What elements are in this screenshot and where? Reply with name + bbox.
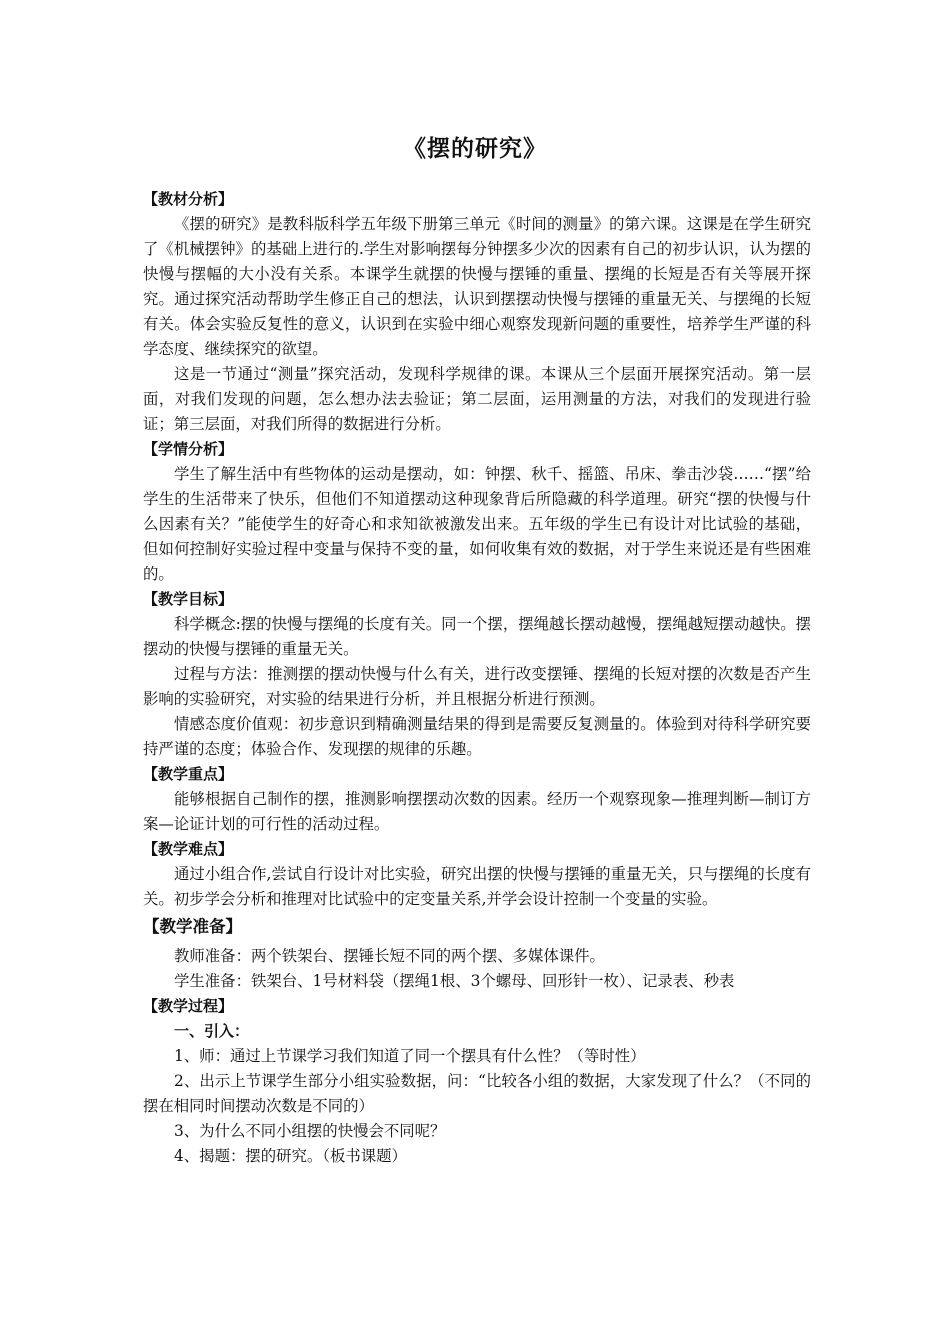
key-points-paragraph: 能够根据自己制作的摆，推测影响摆摆动次数的因素。经历一个观察现象—推理判断—制订方案—论证计划的可行性的活动过程。 (143, 790, 811, 833)
material-analysis-paragraph-2: 这是一节通过“测量”探究活动，发现科学规律的课。本课从三个层面开展探究活动。第一层面，对我们发现的问题，怎么想办法去验证；第二层面，运用测量的方法，对我们的发现进行验证；第三层面，对我们所得的数据进行分析。 (143, 365, 811, 433)
preparation-student: 学生准备：铁架台、1号材料袋（摆绳1根、3个螺母、回形针一枚）、记录表、秒表 (174, 972, 735, 990)
heading-teaching-goals: 【教学目标】 (143, 590, 234, 608)
goal-science-concept: 科学概念:摆的快慢与摆绳的长度有关。同一个摆，摆绳越长摆动越慢，摆绳越短摆动越快。摆摆动的快慢与摆锤的重量无关。 (143, 615, 811, 658)
heading-material-analysis: 【教材分析】 (143, 190, 234, 208)
process-step-4: 4、揭题：摆的研究。（板书课题） (174, 1147, 407, 1165)
process-step-1: 1、师：通过上节课学习我们知道了同一个摆具有什么性？（等时性） (174, 1047, 646, 1065)
goal-process-method: 过程与方法：推测摆的摆动快慢与什么有关，进行改变摆锤、摆绳的长短对摆的次数是否产生影响的实验研究，对实验的结果进行分析，并且根据分析进行预测。 (143, 665, 811, 708)
material-analysis-paragraph-1: 《摆的研究》是教科版科学五年级下册第三单元《时间的测量》的第六课。这课是在学生研究了《机械摆钟》的基础上进行的.学生对影响摆每分钟摆多少次的因素有自己的初步认识，认为摆的快慢与摆幅的大小没有关系。本课学生就摆的快慢与摆锤的重量、摆绳的长短是否有关等展开探究。通过探究活动帮助学生修正自己的想法，认识到摆摆动快慢与摆锤的重量无关、与摆绳的长短有关。体会实验反复性的意义，认识到在实验中细心观察发现新问题的重要性，培养学生严谨的科学态度、继续探究的欲望。 (143, 215, 811, 358)
document-title: 《摆的研究》 (403, 136, 547, 162)
heading-process: 【教学过程】 (143, 997, 234, 1015)
heading-student-analysis: 【学情分析】 (143, 440, 234, 458)
process-step-2: 2、出示上节课学生部分小组实验数据，问：“比较各小组的数据，大家发现了什么？（不同的摆在相同时间摆动次数是不同的） (143, 1072, 811, 1115)
heading-preparation: 【教学准备】 (143, 917, 242, 936)
goal-attitude-values: 情感态度价值观：初步意识到精确测量结果的得到是需要反复测量的。体验到对待科学研究要持严谨的态度；体验合作、发现摆的规律的乐趣。 (143, 715, 811, 758)
process-step-3: 3、为什么不同小组摆的快慢会不同呢？ (174, 1122, 446, 1140)
difficulties-paragraph: 通过小组合作,尝试自行设计对比实验，研究出摆的快慢与摆锤的重量无关，只与摆绳的长度有关。初步学会分析和推理对比试验中的定变量关系,并学会设计控制一个变量的实验。 (143, 865, 811, 908)
document-body (143, 187, 811, 1169)
preparation-teacher: 教师准备：两个铁架台、摆锤长短不同的两个摆、多媒体课件。 (174, 947, 605, 965)
student-analysis-paragraph: 学生了解生活中有些物体的运动是摆动，如：钟摆、秋千、摇篮、吊床、拳击沙袋……“摆”给学生的生活带来了快乐，但他们不知道摆动这种现象背后所隐藏的科学道理。研究“摆的快慢与什么因素有关？”能使学生的好奇心和求知欲被激发出来。五年级的学生已有设计对比试验的基础，但如何控制好实验过程中变量与保持不变的量，如何收集有效的数据，对于学生来说还是有些困难的。 (143, 465, 811, 583)
heading-difficulties: 【教学难点】 (143, 840, 234, 858)
process-subheading-intro: 一、引入： (174, 1022, 250, 1040)
heading-key-points: 【教学重点】 (143, 765, 234, 783)
